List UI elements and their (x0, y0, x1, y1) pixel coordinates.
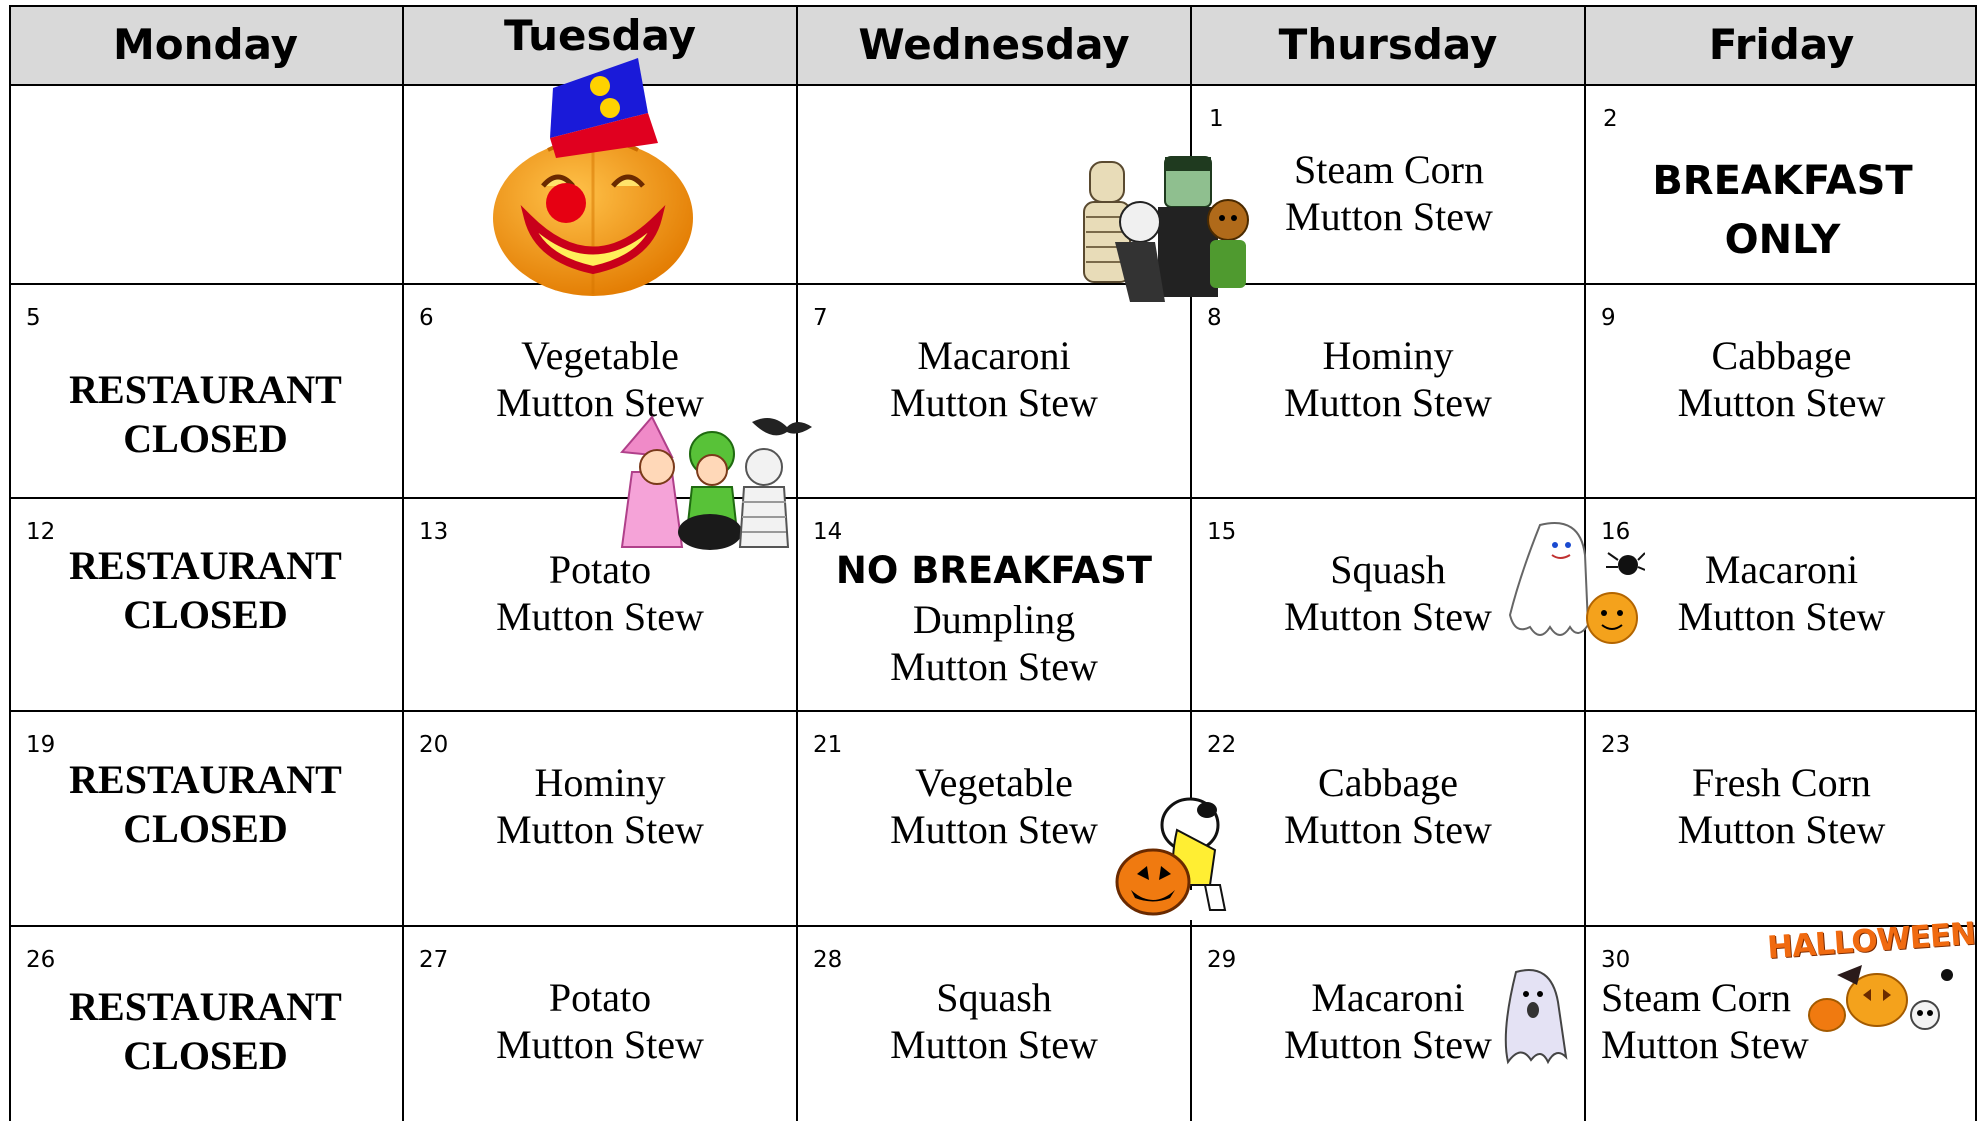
lunch-calendar (9, 5, 1977, 1121)
closed-line-2: CLOSED (123, 806, 288, 851)
menu-line-2: Mutton Stew (1677, 807, 1886, 852)
menu-line-2: Mutton Stew (890, 807, 1098, 852)
menu-line-1: Macaroni (1704, 547, 1859, 592)
menu-line-2: Mutton Stew (890, 380, 1098, 425)
breakfast-only-line-1: BREAKFAST (1652, 158, 1913, 204)
clown-pumpkin-icon (488, 58, 698, 298)
day-number: 12 (26, 519, 56, 545)
grid-line (9, 5, 1977, 7)
menu-line-2: Mutton Stew (496, 594, 704, 639)
menu-line-2: Mutton Stew (1677, 380, 1886, 425)
day-number: 7 (813, 305, 828, 331)
menu-line-2: Mutton Stew (1284, 807, 1492, 852)
grid-line (402, 5, 404, 1121)
header-wednesday: Wednesday (798, 5, 1190, 84)
header-tuesday: Tuesday (404, 5, 796, 84)
day-number: 22 (1207, 732, 1237, 758)
menu-line-1: Squash (1330, 547, 1446, 592)
day-cell-27 (404, 927, 796, 1121)
day-number: 26 (26, 947, 56, 973)
day-cell-19 (9, 712, 402, 925)
day-number: 13 (419, 519, 449, 545)
menu-line-1: Fresh Corn (1692, 760, 1871, 805)
day-number: 8 (1207, 305, 1222, 331)
day-cell-20 (404, 712, 796, 925)
day-cell-8 (1192, 285, 1584, 497)
menu-line-1: Hominy (1322, 333, 1454, 378)
halloween-pumpkins-icon (1767, 915, 1977, 1040)
halloween-banner (1767, 915, 1977, 1040)
day-number: 20 (419, 732, 449, 758)
menu-line-1: Macaroni (917, 333, 1071, 378)
menu-line-1: Vegetable (915, 760, 1073, 805)
day-cell-5 (9, 285, 402, 497)
menu-line-1: Potato (548, 975, 652, 1020)
day-number: 30 (1601, 947, 1631, 973)
closed-line-1: RESTAURANT (69, 367, 342, 412)
menu-line-1: Vegetable (521, 333, 679, 378)
day-cell-9 (1586, 285, 1977, 497)
header-thursday: Thursday (1192, 5, 1584, 84)
ghost-spider-icon (1500, 515, 1645, 645)
day-number: 9 (1601, 305, 1616, 331)
menu-line-1: Macaroni (1311, 975, 1465, 1020)
menu-line-1: Hominy (534, 760, 666, 805)
menu-line-1: Steam Corn (1294, 147, 1484, 192)
grid-line (9, 84, 1977, 86)
closed-line-2: CLOSED (123, 1033, 288, 1078)
menu-line-2: Mutton Stew (1284, 594, 1492, 639)
grid-line (9, 710, 1977, 712)
day-number: 28 (813, 947, 843, 973)
day-cell-28 (798, 927, 1190, 1121)
grid-line (9, 5, 11, 1121)
grid-line (9, 497, 1977, 499)
closed-line-2: CLOSED (123, 592, 288, 637)
day-number: 15 (1207, 519, 1237, 545)
day-number: 19 (26, 732, 56, 758)
no-breakfast-notice: NO BREAKFAST (835, 549, 1153, 592)
grid-line (796, 5, 798, 1121)
halloween-banner-text: HALLOWEEN (1765, 915, 1977, 967)
day-number: 6 (419, 305, 434, 331)
snoopy-pumpkin-icon (1115, 790, 1245, 920)
day-number: 2 (1603, 106, 1618, 132)
day-cell-26 (9, 927, 402, 1121)
menu-line-1: Cabbage (1711, 333, 1852, 378)
day-number: 21 (813, 732, 843, 758)
monster-group-icon (1070, 152, 1260, 304)
day-number: 1 (1209, 106, 1224, 132)
grid-line (9, 925, 1977, 927)
closed-line-1: RESTAURANT (69, 984, 342, 1029)
menu-line-2: Mutton Stew (1285, 194, 1493, 239)
menu-line-2: Mutton Stew (1677, 594, 1886, 639)
closed-line-1: RESTAURANT (69, 543, 342, 588)
day-cell-23 (1586, 712, 1977, 925)
day-number: 16 (1601, 519, 1631, 545)
closed-line-1: RESTAURANT (69, 757, 342, 802)
day-number: 27 (419, 947, 449, 973)
menu-line-2: Mutton Stew (496, 1022, 704, 1067)
day-cell-22 (1192, 712, 1584, 925)
menu-line-1: Squash (936, 975, 1052, 1020)
menu-line-2: Mutton Stew (1284, 1022, 1492, 1067)
day-cell-12 (9, 499, 402, 710)
header-friday: Friday (1586, 5, 1977, 84)
menu-line-2: Mutton Stew (1601, 1022, 1809, 1067)
menu-line-2: Mutton Stew (890, 1022, 1098, 1067)
menu-line-2: Mutton Stew (496, 807, 704, 852)
header-monday: Monday (9, 5, 402, 84)
menu-line-2: Mutton Stew (496, 380, 704, 425)
day-cell-2 (1588, 86, 1977, 283)
day-cell-7 (798, 285, 1190, 497)
day-number: 5 (26, 305, 41, 331)
costumed-kids-icon (612, 412, 817, 552)
menu-line-2: Mutton Stew (890, 644, 1098, 689)
small-ghost-icon (1486, 962, 1576, 1072)
menu-line-2: Mutton Stew (1284, 380, 1492, 425)
breakfast-only-line-2: ONLY (1724, 217, 1841, 263)
day-number: 14 (813, 519, 843, 545)
day-number: 23 (1601, 732, 1631, 758)
day-cell-14 (798, 499, 1190, 710)
day-number: 29 (1207, 947, 1237, 973)
closed-line-2: CLOSED (123, 416, 288, 461)
menu-line-1: Dumpling (912, 597, 1076, 642)
menu-line-1: Potato (548, 547, 652, 592)
menu-line-1: Steam Corn (1601, 975, 1791, 1020)
menu-line-1: Cabbage (1318, 760, 1458, 805)
grid-line (9, 283, 1977, 285)
